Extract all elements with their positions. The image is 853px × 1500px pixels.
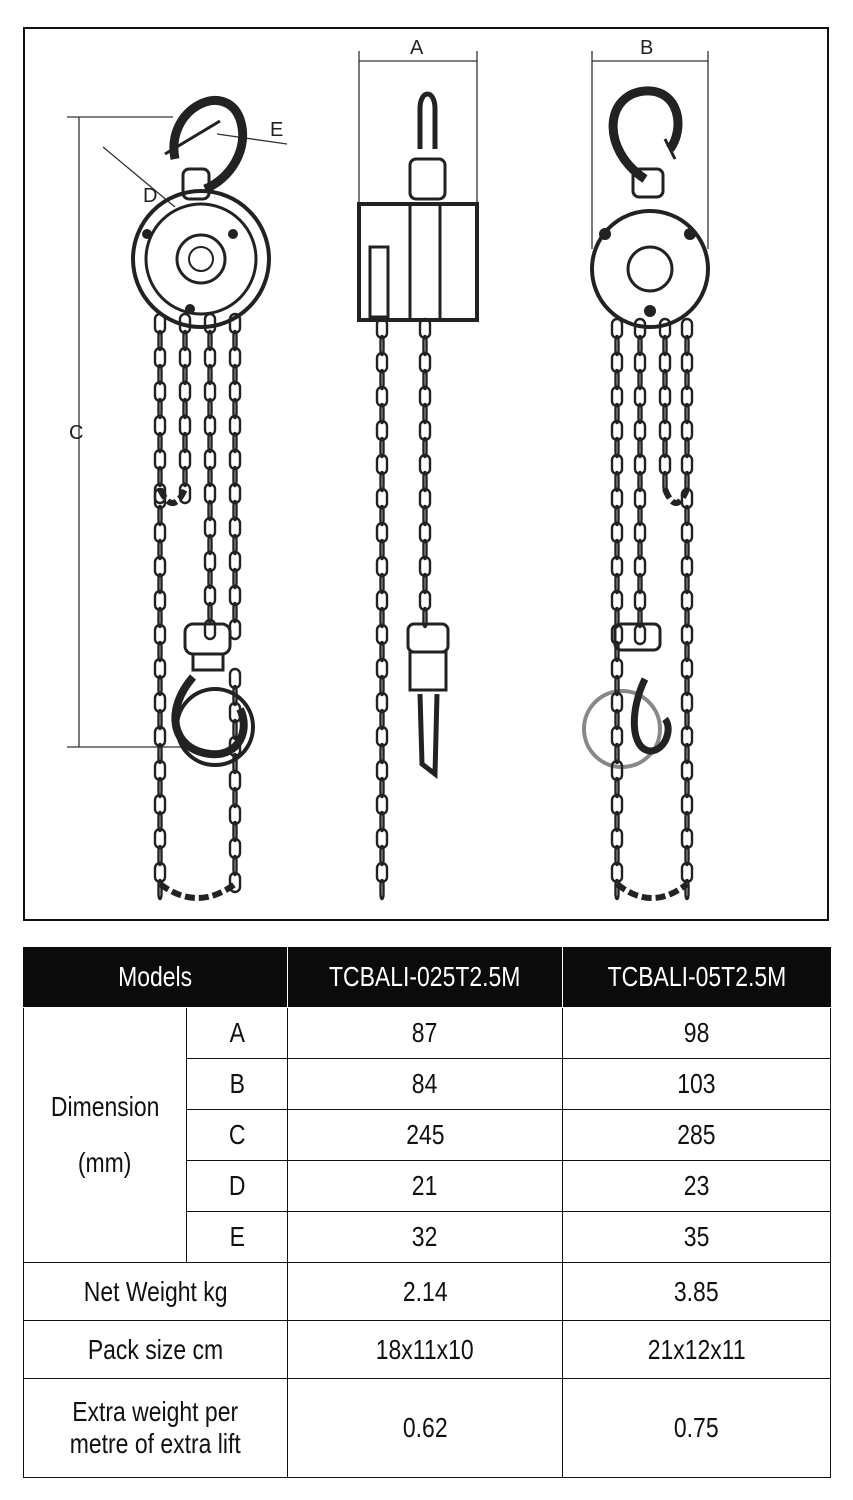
extra-weight-m2: 0.75 bbox=[563, 1379, 831, 1478]
pack-size-m1: 18x11x10 bbox=[288, 1321, 563, 1379]
chain-loop bbox=[617, 884, 687, 898]
table-row bbox=[24, 1321, 831, 1379]
dim-value-m2: 23 bbox=[563, 1161, 831, 1212]
table-row bbox=[24, 1379, 831, 1478]
label-c: C bbox=[69, 422, 84, 444]
label-d: D bbox=[143, 185, 158, 207]
dimension-label-cell bbox=[24, 1008, 187, 1263]
dim-key: D bbox=[187, 1161, 288, 1212]
dim-value-m1: 32 bbox=[288, 1212, 563, 1263]
dimension-label: Dimension bbox=[50, 1091, 160, 1122]
dim-value-m2: 285 bbox=[563, 1110, 831, 1161]
dim-key: C bbox=[187, 1110, 288, 1161]
specification-table bbox=[23, 947, 831, 1478]
pack-size-m2: 21x12x11 bbox=[563, 1321, 831, 1379]
header-model-2: TCBALI-05T2.5M bbox=[563, 947, 831, 1008]
hoist-drawing-svg bbox=[25, 29, 831, 923]
table-row bbox=[24, 1008, 831, 1059]
label-b: B bbox=[640, 37, 654, 59]
extra-weight-m1: 0.62 bbox=[288, 1379, 563, 1478]
dimension-unit: (mm) bbox=[78, 1147, 132, 1178]
net-weight-m1: 2.14 bbox=[288, 1263, 563, 1321]
dim-value-m2: 98 bbox=[563, 1008, 831, 1059]
dim-key: A bbox=[187, 1008, 288, 1059]
hoist-side-view bbox=[67, 100, 287, 765]
dim-value-m1: 87 bbox=[288, 1008, 563, 1059]
net-weight-label: Net Weight kg bbox=[24, 1263, 288, 1321]
chain-loop bbox=[160, 884, 235, 898]
chain-loop bbox=[665, 489, 687, 503]
technical-drawing bbox=[23, 27, 829, 921]
table-row bbox=[24, 1263, 831, 1321]
header-model-1: TCBALI-025T2.5M bbox=[288, 947, 563, 1008]
dim-key: E bbox=[187, 1212, 288, 1263]
pack-size-label: Pack size cm bbox=[24, 1321, 288, 1379]
dim-value-m1: 21 bbox=[288, 1161, 563, 1212]
dim-value-m2: 103 bbox=[563, 1059, 831, 1110]
dim-key: B bbox=[187, 1059, 288, 1110]
dim-value-m2: 35 bbox=[563, 1212, 831, 1263]
dim-value-m1: 84 bbox=[288, 1059, 563, 1110]
chain-links bbox=[155, 314, 692, 899]
label-a: A bbox=[410, 37, 424, 59]
net-weight-m2: 3.85 bbox=[563, 1263, 831, 1321]
label-e: E bbox=[270, 119, 284, 141]
header-models: Models bbox=[24, 947, 288, 1008]
extra-weight-label: Extra weight per metre of extra lift bbox=[24, 1379, 288, 1478]
dim-value-m1: 245 bbox=[288, 1110, 563, 1161]
